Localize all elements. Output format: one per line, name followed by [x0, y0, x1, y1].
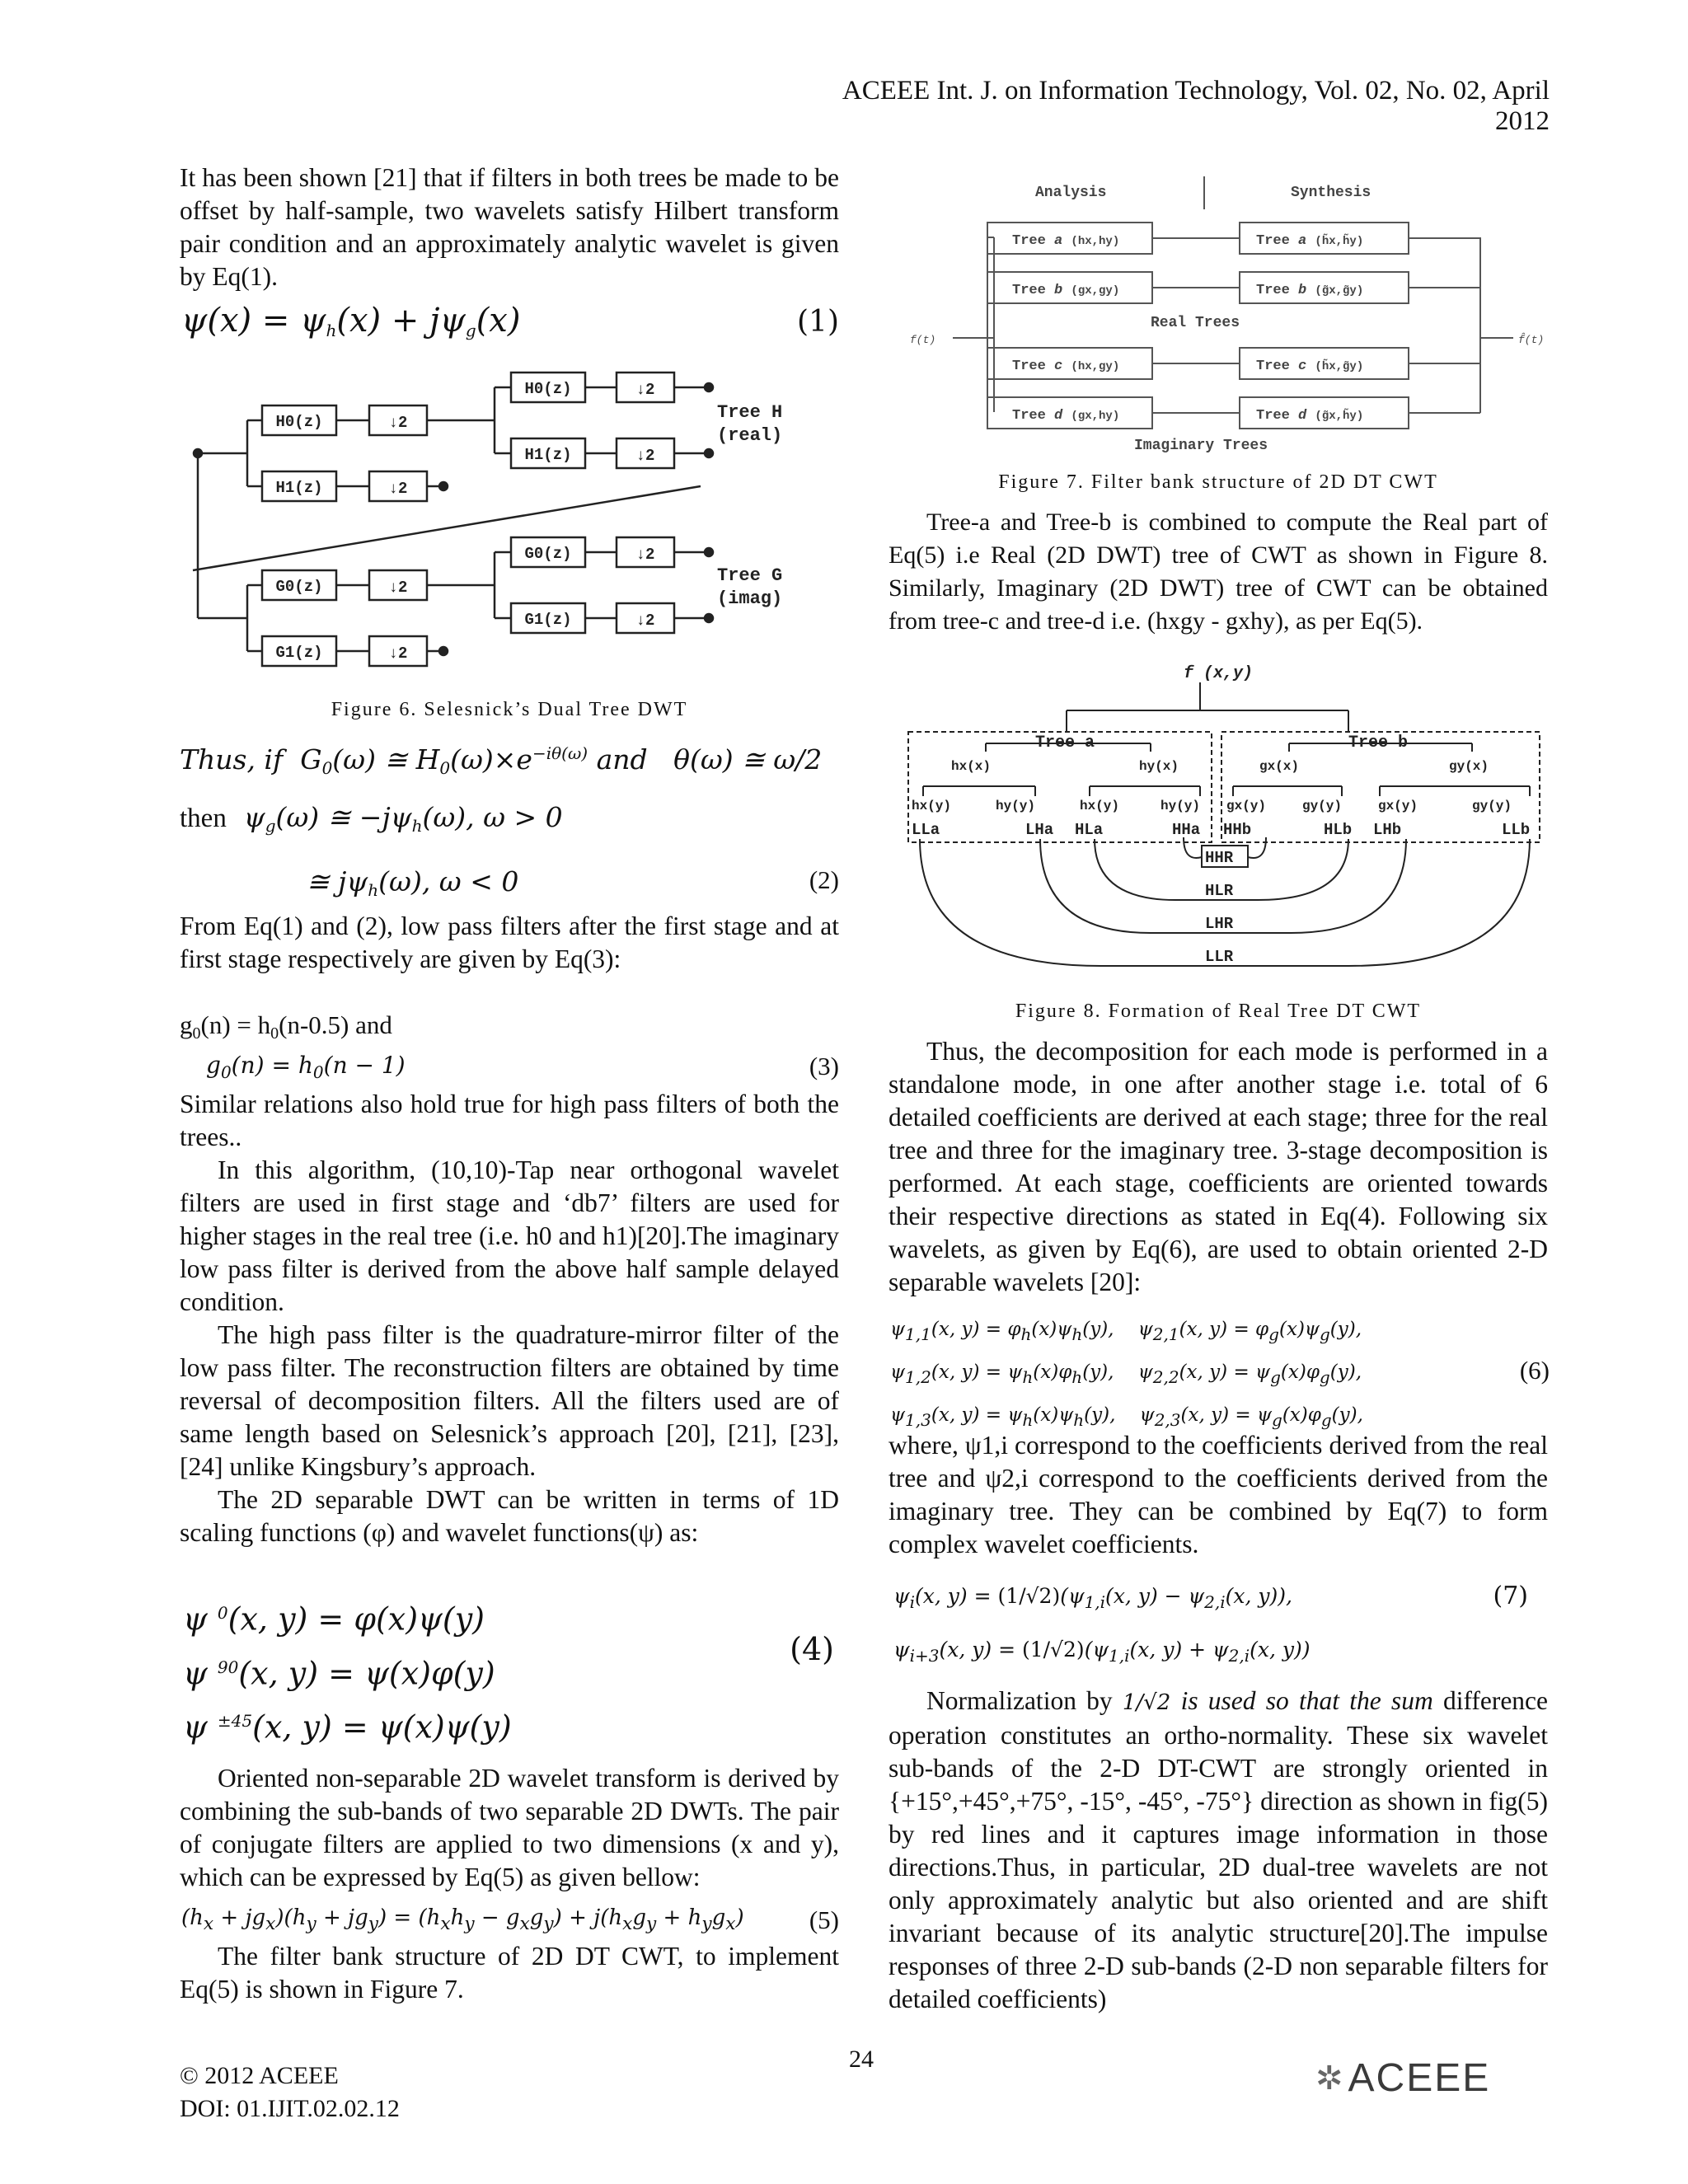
h0-label: H0(z): [524, 380, 572, 398]
paragraph: In this algorithm, (10,10)-Tap near orthogonal wavelet filters are used in first stage and ‘db7’ filters are used for higher stages in the real tree (i.e. h0 and h1)[20].The imaginary low pass filter is derived from the above half sample delayed condition.: [180, 1155, 839, 1316]
svg-text:Tree d (g̃x,h̃y): [1256, 407, 1363, 424]
paragraph: Oriented non-separable 2D wavelet transform is derived by combining the sub-bands of two separable 2D DWTs. The pair of conjugate filters are applied to two dimensions (x and y), which can be expressed by Eq(5) as given bellow:: [180, 1764, 839, 1891]
h1-label: H1(z): [275, 479, 323, 497]
paragraph: It has been shown [21] that if filters in both trees be made to be offset by half-sample, two wavelets satisfy Hilbert transform pair condition and an approximately analytic wavelet is given by Eq(1).: [180, 163, 839, 291]
imaginary-trees-label: Imaginary Trees: [1134, 438, 1268, 454]
fig8-top-label: f (x,y): [1184, 664, 1254, 683]
tree-word: Tree: [1012, 233, 1046, 249]
h0-label: H0(z): [275, 413, 323, 431]
tree-letter: c: [1298, 359, 1307, 374]
leaf-filter: hx(y): [1080, 799, 1120, 813]
subband-label: HLb: [1324, 821, 1353, 839]
left-column: [180, 1762, 839, 1894]
filter-pair: (g̃x,g̃y): [1315, 284, 1364, 298]
subband-label: LHb: [1373, 821, 1402, 839]
figure-8-caption: Figure 8. Formation of Real Tree DT CWT: [1015, 1001, 1422, 1022]
equation-number: (1): [797, 305, 839, 339]
tree-letter: d: [1298, 408, 1307, 424]
downsample-label: ↓2: [388, 579, 408, 597]
publisher-logo: [1315, 2055, 1490, 2101]
equation-number: (3): [809, 1052, 839, 1080]
copyright: © 2012 ACEEE: [180, 2062, 339, 2089]
leaf-filter: hy(y): [1160, 799, 1201, 813]
paragraph: where, ψ1,i correspond to the coefficients derived from the real tree and ψ2,i correspond to the coefficients derived from the imaginary tree. They can be combined by Eq(7) to form complex wavelet coefficients.: [889, 1431, 1548, 1558]
downsample-label: ↓2: [635, 381, 655, 399]
right-column: [889, 1685, 1548, 2016]
tree-letter: a: [1298, 233, 1307, 249]
svg-text:Tree c (hx,gy): [1012, 359, 1119, 374]
filter-label: hy(x): [1139, 759, 1179, 774]
right-column: [889, 506, 1548, 638]
equation-3-line2: $g_0(n) = h_0(n - 1)$ (3): [206, 1052, 839, 1082]
filter-pair: (g̃x,h̃y): [1315, 410, 1364, 423]
left-column: [180, 1088, 839, 1549]
filter-label: gy(x): [1449, 759, 1489, 774]
figure-6-dual-tree-diagram: [181, 363, 841, 709]
svg-text:Tree a (h̃x,h̃y): [1256, 232, 1363, 249]
left-column: [180, 910, 839, 976]
leaf-filter: hy(y): [996, 799, 1036, 813]
tree-word: Tree: [1012, 359, 1046, 374]
input-signal-label: f(t): [910, 334, 936, 346]
filter-label: hx(x): [951, 759, 992, 774]
leaf-filter: gx(y): [1378, 799, 1418, 813]
svg-text:Tree a (hx,hy): [1012, 233, 1119, 249]
subband-label: HHb: [1223, 821, 1252, 839]
equation-3-line1: $g_0(n) = h_0(n-0.5)$ and: [180, 1010, 392, 1043]
leaf-filter: gy(y): [1472, 799, 1512, 813]
synthesis-label: Synthesis: [1291, 185, 1372, 201]
leaf-filter: gy(y): [1302, 799, 1343, 813]
output-band-label: HHR: [1205, 849, 1234, 867]
thus-if-text: Thus, if: [180, 743, 284, 776]
svg-text:Tree b (g̃x,g̃y): [1256, 283, 1363, 298]
tree-word: Tree: [1256, 359, 1290, 374]
tree-h-label: Tree H: [717, 402, 783, 423]
output-band-label: HLR: [1205, 882, 1234, 900]
svg-text:Tree c (h̃x,g̃y): [1256, 358, 1363, 374]
equation-6: ψ1,1(x, y) = φh(x)ψh(y), ψ2,1(x, y) = φg(x)ψg(y), ψ1,2(x, y) = ψh(x)φh(y), ψ2,2(x, y) = ψg(x)φg(y), ψ1,3(x, y) = ψh(x)ψh(y), ψ2,3(x, y) = ψg(x)φg(y), (6): [890, 1319, 1550, 1430]
paragraph: The high pass filter is the quadrature-mirror filter of the low pass filter. The reconstruction filters are obtained by time reversal of decomposition filters. All the filters used are of same length based on Selesnick’s approach [20], [21], [23], [24] unlike Kingsbury’s approach.: [180, 1320, 839, 1481]
figure-7-filter-bank: [903, 173, 1554, 470]
subband-label: LHa: [1025, 821, 1054, 839]
tree-g-label: Tree G: [717, 565, 783, 586]
tree-a-label: Tree a: [1035, 733, 1095, 752]
equation-number: (5): [809, 1905, 839, 1934]
tree-b-label: Tree b: [1348, 733, 1409, 752]
g0-label: G0(z): [275, 578, 323, 596]
real-trees-label: Real Trees: [1151, 315, 1240, 331]
filter-pair: (h̃x,g̃y): [1315, 360, 1364, 373]
paragraph: Normalization by 1/√2 is used so that the sum difference operation constitutes an ortho-normality. These six wavelet sub-bands of the 2-D DT-CWT are strongly oriented in {+15°,+45°,+75°, -15°, -45°, -75°} direction as shown in fig(5) by red lines and it captures image information in those directions.Thus, in particular, 2D dual-tree wavelets are not only approximately analytic but also oriented and are shift invariant because of its analytic structure[20].The impulse responses of three 2-D sub-bands (2-D non separable filters for detailed coefficients): [889, 1686, 1549, 2013]
star-icon: ✲: [1315, 2060, 1343, 2097]
tree-letter: b: [1054, 283, 1063, 298]
equation-7: $\psi_i(x$, $y) = (1/√2)(\psi_{1,i}(x$, $y) - \psi_{2,i}(x$, y)), $\psi_{i+3}(x$, $y) = (1/√2)(\psi_{1,i}(x$, $y) + \psi_{2,i}(x$, y)) (7): [893, 1572, 1528, 1680]
tree-word: Tree: [1256, 283, 1290, 298]
logo-text: ACEEE: [1348, 2056, 1491, 2100]
g0-label: G0(z): [524, 545, 572, 563]
output-band-label: LHR: [1205, 915, 1234, 933]
filter-pair: (h̃x,h̃y): [1315, 235, 1364, 248]
h1-label: H1(z): [524, 446, 572, 464]
leaf-filter: gx(y): [1226, 799, 1267, 813]
tree-word: Tree: [1012, 283, 1046, 298]
equation-number: (2): [809, 865, 839, 894]
tree-word: Tree: [1256, 408, 1290, 424]
downsample-label: ↓2: [388, 414, 408, 432]
output-band-label: LLR: [1205, 948, 1234, 966]
paragraph: From Eq(1) and (2), low pass filters after the first stage and at first stage respectively are given by Eq(3):: [180, 912, 839, 973]
right-column: [889, 1429, 1548, 1561]
paragraph: Tree-a and Tree-b is combined to compute the Real part of Eq(5) i.e Real (2D DWT) tree of CWT as shown in Figure 8. Similarly, Imaginary (2D DWT) tree of CWT can be obtained from tree-c and tree-d i.e. (hxgy - gxhy), as per Eq(5).: [889, 509, 1548, 635]
left-column: [180, 1940, 839, 2006]
and-text: and: [596, 743, 648, 776]
equation-number: (6): [1519, 1356, 1550, 1385]
subband-label: HLa: [1075, 821, 1104, 839]
paragraph: The 2D separable DWT can be written in terms of 1D scaling functions (φ) and wavelet functions(ψ) as:: [180, 1485, 839, 1547]
output-signal-label: f̂(t): [1518, 334, 1545, 346]
figure-7-caption: Figure 7. Filter bank structure of 2D DT CWT: [998, 471, 1438, 493]
downsample-label: ↓2: [635, 447, 655, 465]
svg-text:Tree b (gx,gy): [1012, 283, 1119, 298]
downsample-label: ↓2: [388, 644, 408, 663]
g1-label: G1(z): [275, 644, 323, 662]
equation-2-line2: then $\psi_g(\omega)$ ≅ $-j\psi_h(\omega)$, ω > 0: [180, 801, 563, 836]
downsample-label: ↓2: [388, 480, 408, 498]
tree-letter: b: [1298, 283, 1307, 298]
normalization-italic: is used so that the sum: [1180, 1686, 1433, 1715]
left-column: [180, 162, 839, 293]
then-text: then: [180, 804, 227, 833]
equation-number: (4): [790, 1631, 834, 1667]
equation-1: $\psi(x) = \psi_h(x) + j\psi_g(x)$ (1): [181, 302, 839, 340]
subband-label: LLa: [912, 821, 940, 839]
tree-g-sub: (imag): [717, 588, 783, 609]
svg-text:Tree d (gx,hy): [1012, 408, 1119, 424]
subband-label: LLb: [1502, 821, 1531, 839]
doi: DOI: 01.IJIT.02.02.12: [180, 2095, 400, 2122]
g1-label: G1(z): [524, 611, 572, 629]
downsample-label: ↓2: [635, 546, 655, 564]
equation-2-line1: Thus, if $G_0(\omega)$ ≅ $H_0(\omega)\times e^{-i\theta(\omega)}$ and θ(ω) ≅ ω/2: [180, 743, 823, 778]
filter-pair: (gx,hy): [1071, 410, 1120, 423]
page-number: 24: [849, 2046, 874, 2073]
paragraph: Thus, the decomposition for each mode is performed in a standalone mode, in one after another stage i.e. total of 6 detailed coefficients are derived at each stage; three for the real tree and three for the imaginary tree. 3-stage decomposition is performed. At each stage, coefficients are oriented towards their respective directions as stated in Eq(4). Following six wavelets, as given by Eq(6), are used to obtain oriented 2-D separable wavelets [20]:: [889, 1037, 1548, 1296]
paragraph: The filter bank structure of 2D DT CWT, to implement Eq(5) is shown in Figure 7.: [180, 1942, 839, 2004]
downsample-label: ↓2: [635, 612, 655, 630]
eq3-tail: (n-0.5) and: [279, 1010, 392, 1039]
paragraph: Similar relations also hold true for high pass filters of both the trees..: [180, 1090, 839, 1151]
tree-letter: a: [1054, 233, 1063, 249]
filter-pair: (hx,hy): [1071, 235, 1120, 248]
tree-letter: d: [1054, 408, 1063, 424]
right-column: [889, 1035, 1548, 1299]
figure-8-real-tree-formation: [903, 664, 1546, 977]
subband-label: HHa: [1172, 821, 1201, 839]
filter-pair: (gx,gy): [1071, 284, 1120, 298]
tree-word: Tree: [1256, 233, 1290, 249]
leaf-filter: hx(y): [912, 799, 952, 813]
normalization-rest: difference operation constitutes an ortho-normality. These six wavelet sub-bands of the 2-D DT-CWT are strongly oriented in {+15°,+45°,+75°, -15°, -45°, -75°} direction as shown in fig(5) by red lines and it captures image information in those directions.Thus, in particular, 2D dual-tree wavelets are not only approximately analytic but also oriented and are shift invariant because of its analytic structure[20].The impulse responses of three 2-D sub-bands (2-D non separable filters for detailed coefficients): [889, 1686, 1549, 2013]
tree-letter: c: [1054, 359, 1063, 374]
equation-2-line3: ≅ $j\psi_h(\omega)$, ω < 0 (2): [307, 865, 839, 900]
figure-6-caption: Figure 6. Selesnick’s Dual Tree DWT: [331, 699, 688, 720]
normalization-text: Normalization by: [926, 1686, 1113, 1715]
running-header: ACEEE Int. J. on Information Technology, Vol. 02, No. 02, April 2012: [842, 76, 1550, 136]
filter-label: gx(x): [1259, 759, 1300, 774]
tree-h-sub: (real): [717, 425, 783, 446]
tree-word: Tree: [1012, 408, 1046, 424]
analysis-label: Analysis: [1035, 185, 1107, 201]
filter-pair: (hx,gy): [1071, 360, 1120, 373]
equation-5: $(h_x + jg_x)(h_y + jg_y) = (h_xh_y - g_xg_y) + j(h_xg_y + h_yg_x)$ (5): [181, 1905, 839, 1935]
equation-4: ψ $^0$(x, y) = φ(x)ψ(y) ψ $^{90}$(x, y) = ψ(x)φ(y) ψ $^{\pm 45}$(x, y) = ψ(x)ψ(y) (4): [183, 1601, 834, 1746]
equation-number: (7): [1493, 1582, 1528, 1610]
